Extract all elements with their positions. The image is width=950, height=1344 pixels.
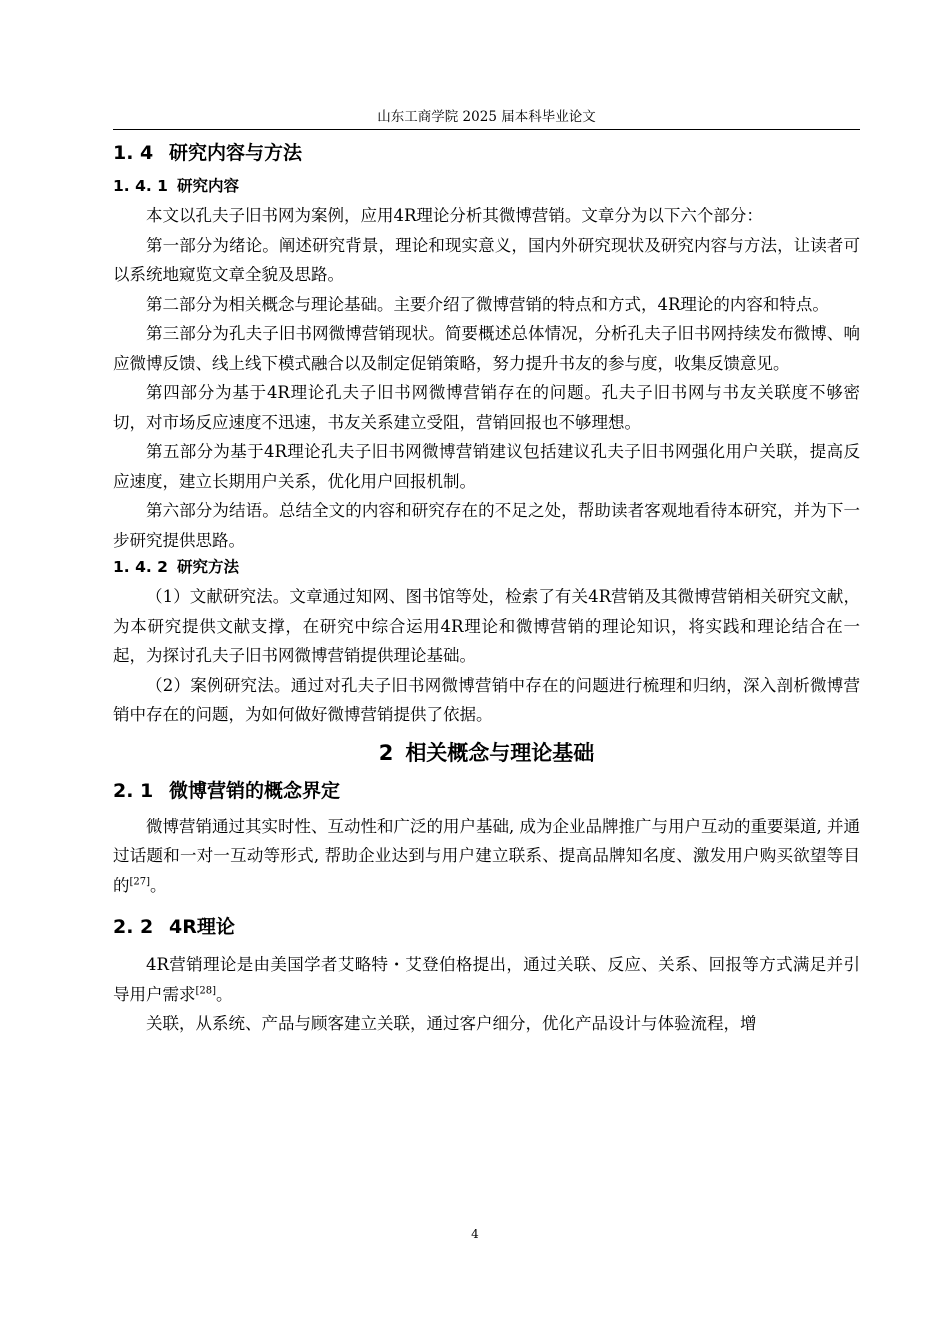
paragraph-end: 。 [216,984,233,1004]
method-item: （1）文献研究法。文章通过知网、图书馆等处，检索了有关4R营销及其微博营销相关研究文献，为本研究提供文献支撑，在研究中综合运用4R理论和微博营销的理论知识，将实践和理论结合在一起，为探讨孔夫子旧书网微博营销提供理论基础。 [113,587,860,665]
citation: [27] [129,876,151,887]
paragraph [113,950,860,1009]
subsection-number: 1. 4. 2 [113,558,168,576]
method-item: （2）案例研究法。通过对孔夫子旧书网微博营销中存在的问题进行梳理和归纳，深入剖析微博营销中存在的问题，为如何做好微博营销提供了依据。 [113,675,860,724]
section-number: 2. 1 [113,779,154,802]
paragraph: 第五部分为基于4R理论孔夫子旧书网微博营销建议包括建议孔夫子旧书网强化用户关联，提高反应速度，建立长期用户关系，优化用户回报机制。 [113,442,860,491]
page-content [113,138,860,1039]
chapter-number: 2 [378,740,394,765]
header-rule [113,129,860,130]
paragraph: 第一部分为绪论。阐述研究背景，理论和现实意义，国内外研究现状及研究内容与方法，让读者可以系统地窥览文章全貌及思路。 [113,235,860,284]
chapter-heading-2 [113,736,860,770]
paragraph: 第六部分为结语。总结全文的内容和研究存在的不足之处，帮助读者客观地看待本研究，并为下一步研究提供思路。 [113,501,860,550]
paragraph [113,812,860,901]
section-number: 2. 2 [113,916,154,938]
paragraph-text: 微博营销通过其实时性、互动性和广泛的用户基础, 成为企业品牌推广与用户互动的重要渠道, 并通过话题和一对一互动等形式, 帮助企业达到与用户建立联系、提高品牌知名度、激发用户购买欲望等目的 [113,816,860,895]
chapter-title: 相关概念与理论基础 [405,740,595,765]
section-heading-1-4 [113,138,860,168]
subsection-number: 1. 4. 1 [113,177,168,195]
page-number: 4 [471,1227,479,1241]
section-title: 4R理论 [169,916,235,938]
section-number: 1. 4 [113,142,154,164]
subsection-heading-1-4-1 [113,174,860,199]
paragraph: 第二部分为相关概念与理论基础。主要介绍了微博营销的特点和方式，4R理论的内容和特点。 [146,294,829,314]
paragraph-text: 4R营销理论是由美国学者艾略特・艾登伯格提出，通过关联、反应、关系、回报等方式满足并引导用户需求 [113,955,860,1004]
section-heading-2-1 [113,776,860,806]
paragraph-end: 。 [150,875,167,895]
paragraph: 第四部分为基于4R理论孔夫子旧书网微博营销存在的问题。孔夫子旧书网与书友关联度不够密切，对市场反应速度不迅速，书友关系建立受阻，营销回报也不够理想。 [113,383,860,432]
subsection-title: 研究方法 [177,558,240,576]
subsection-title: 研究内容 [177,177,240,195]
paragraph: 第三部分为孔夫子旧书网微博营销现状。简要概述总体情况，分析孔夫子旧书网持续发布微博、响应微博反馈、线上线下模式融合以及制定促销策略，努力提升书友的参与度，收集反馈意见。 [113,324,860,373]
paragraph: 关联，从系统、产品与顾客建立关联，通过客户细分，优化产品设计与体验流程，增 [146,1014,757,1033]
paragraph: 本文以孔夫子旧书网为案例，应用4R理论分析其微博营销。文章分为以下六个部分： [146,206,763,225]
running-header: 山东工商学院 2025 届本科毕业论文 [377,109,596,125]
section-title: 微博营销的概念界定 [169,779,341,802]
citation: [28] [195,985,217,996]
section-title: 研究内容与方法 [169,142,303,164]
subsection-heading-1-4-2 [113,555,860,580]
section-heading-2-2 [113,912,860,942]
